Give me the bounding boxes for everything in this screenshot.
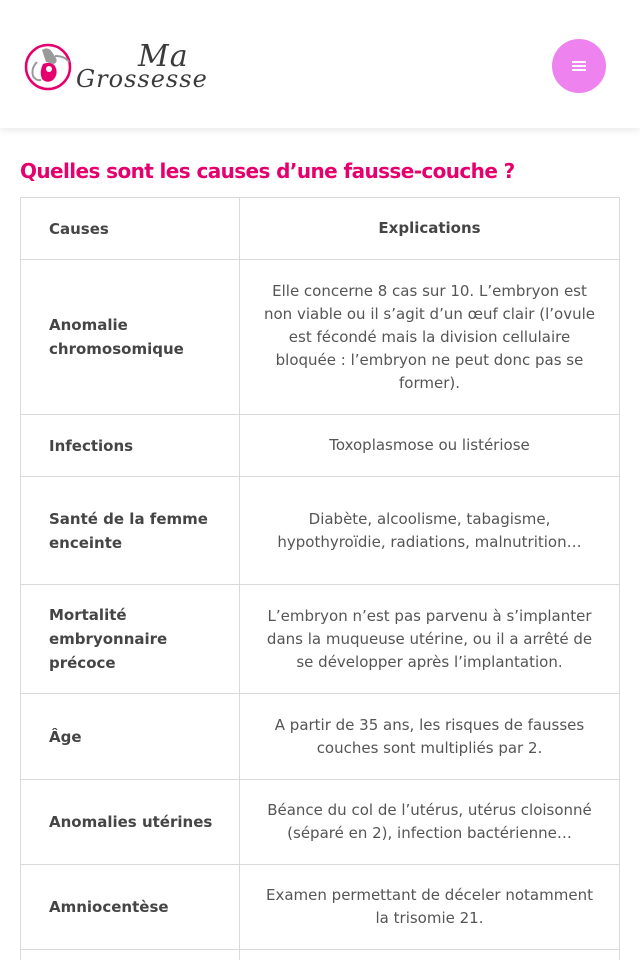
menu-button[interactable] xyxy=(552,39,606,93)
logo-text xyxy=(76,40,226,96)
site-logo[interactable] xyxy=(24,40,224,96)
logo-word-ma: Ma xyxy=(138,39,189,74)
cause-cell: Infections xyxy=(21,415,240,477)
site-header xyxy=(0,0,640,128)
cause-cell: Mortalité embryonnaire précoce xyxy=(21,585,240,694)
page-title: Quelles sont les causes d’une fausse-couche ? xyxy=(20,159,515,183)
cause-cell: Santé de la femme enceinte xyxy=(21,477,240,585)
table-row xyxy=(21,694,620,780)
explanation-cell: Diabète, alcoolisme, tabagisme, hypothyroïdie, radiations, malnutrition… xyxy=(240,477,620,585)
logo-word-grossesse: Grossesse xyxy=(76,65,208,93)
cause-cell: Âge xyxy=(21,694,240,780)
explanation-cell: Toxoplasmose ou listériose xyxy=(240,415,620,477)
table-row xyxy=(21,260,620,415)
explanation-cell: A partir de 35 ans, les risques de fausses couches sont multipliés par 2. xyxy=(240,694,620,780)
table-row xyxy=(21,585,620,694)
table-row xyxy=(21,780,620,865)
explanation-cell: Elle concerne 8 cas sur 10. L’embryon est non viable ou il s’agit d’un œuf clair (l’ovule est fécondé mais la division cellulaire bloquée : l’embryon ne peut donc pas se former). xyxy=(240,260,620,415)
explanation-cell: Béance du col de l’utérus, utérus cloisonné (séparé en 2), infection bactérienne… xyxy=(240,780,620,865)
column-header-explications: Explications xyxy=(240,198,620,260)
table-row xyxy=(21,477,620,585)
explanation-cell: Examen permettant de déceler notamment la trisomie 21. xyxy=(240,865,620,950)
explanation-cell: L’embryon n’est pas parvenu à s’implanter dans la muqueuse utérine, ou il a arrêté de se développer après l’implantation. xyxy=(240,585,620,694)
table-row xyxy=(21,950,620,960)
cause-cell xyxy=(21,950,240,960)
stork-bundle-icon xyxy=(24,40,76,96)
column-header-causes: Causes xyxy=(21,198,240,260)
table-row xyxy=(21,415,620,477)
causes-table xyxy=(20,197,620,960)
table-header-row xyxy=(21,198,620,260)
cause-cell: Amniocentèse xyxy=(21,865,240,950)
cause-cell: Anomalie chromosomique xyxy=(21,260,240,415)
cause-cell: Anomalies utérines xyxy=(21,780,240,865)
hamburger-menu-icon xyxy=(572,61,586,71)
table-row xyxy=(21,865,620,950)
explanation-cell xyxy=(240,950,620,960)
